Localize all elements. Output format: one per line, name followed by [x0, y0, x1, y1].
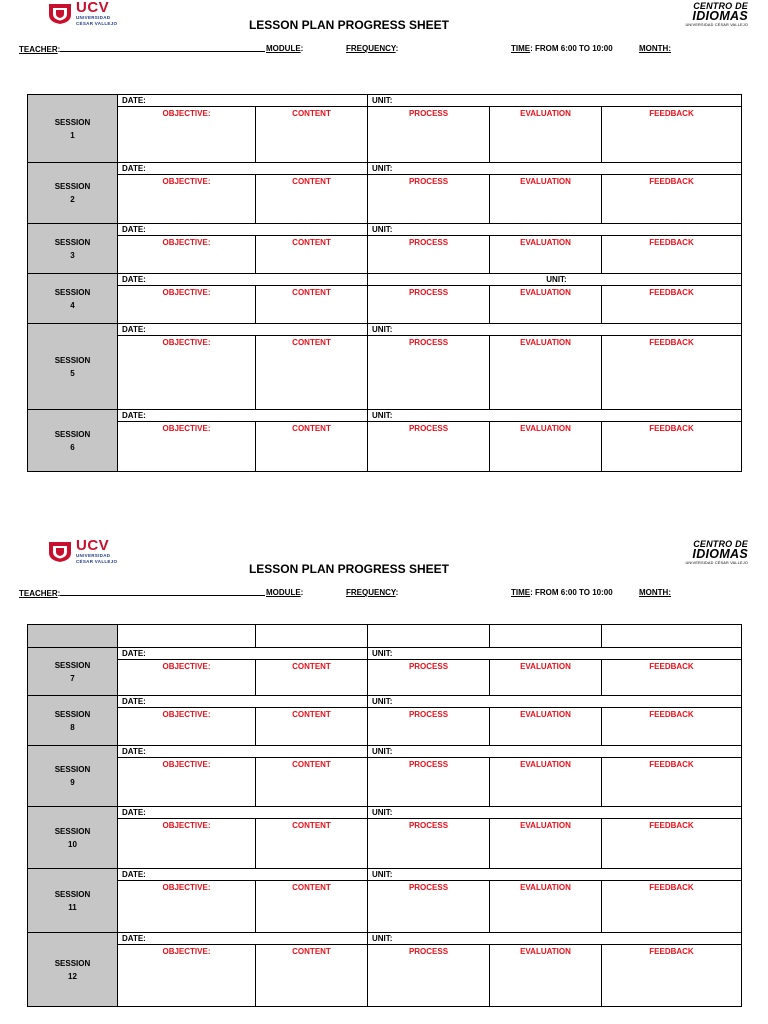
content-header: CONTENT: [292, 177, 331, 186]
session-cell: [28, 410, 118, 472]
time-field: [511, 44, 613, 53]
date-cell[interactable]: [118, 648, 368, 660]
time-value: : FROM 6:00 TO 10:00: [530, 588, 613, 597]
content-cell[interactable]: [256, 660, 368, 696]
content-cell[interactable]: [256, 708, 368, 746]
session-body-row: [28, 236, 742, 274]
process-header: PROCESS: [408, 424, 449, 433]
objective-header: OBJECTIVE:: [162, 238, 211, 247]
session-number: 5: [70, 368, 75, 378]
evaluation-header: EVALUATION: [520, 662, 571, 671]
session-body-row: [28, 819, 742, 869]
time-label: TIME: [511, 44, 531, 53]
logo-line: IDIOMAS: [692, 547, 748, 561]
unit-label: UNIT:: [372, 747, 393, 756]
session-number: 10: [68, 839, 77, 849]
session-cell: [28, 869, 118, 933]
session-header-row: [28, 746, 742, 758]
process-cell[interactable]: [368, 175, 490, 224]
evaluation-cell[interactable]: [490, 758, 602, 807]
evaluation-header: EVALUATION: [520, 288, 571, 297]
session-header-row: [28, 410, 742, 422]
session-label: SESSION: [54, 117, 91, 127]
objective-cell[interactable]: [118, 175, 256, 224]
month-label: MONTH:: [639, 588, 671, 597]
content-header: CONTENT: [292, 883, 331, 892]
session-number: 12: [68, 971, 77, 981]
objective-cell[interactable]: [118, 819, 256, 869]
date-label: DATE:: [122, 934, 146, 943]
content-cell[interactable]: [256, 881, 368, 933]
process-header: PROCESS: [408, 238, 449, 247]
feedback-header: FEEDBACK: [649, 710, 694, 719]
logo-line: CENTRO DE: [693, 1, 748, 11]
session-cell: [28, 224, 118, 274]
session-body-row: [28, 286, 742, 324]
feedback-cell[interactable]: [602, 660, 742, 696]
objective-header: OBJECTIVE:: [162, 710, 211, 719]
frequency-label: FREQUENCY: [346, 588, 396, 597]
session-table: [27, 624, 742, 1007]
feedback-header: FEEDBACK: [649, 288, 694, 297]
content-header: CONTENT: [292, 288, 331, 297]
blank-cell[interactable]: [118, 625, 256, 648]
blank-cell[interactable]: [368, 625, 490, 648]
process-header: PROCESS: [408, 760, 449, 769]
session-number: 3: [70, 250, 75, 260]
session-header-row: [28, 95, 742, 107]
session-label: SESSION: [54, 355, 91, 365]
session-header-row: [28, 324, 742, 336]
ucv-logo: [48, 538, 117, 564]
feedback-cell[interactable]: [602, 422, 742, 472]
content-header: CONTENT: [292, 238, 331, 247]
blank-cell[interactable]: [256, 625, 368, 648]
teacher-field[interactable]: TEACHER:: [19, 44, 265, 54]
session-cell: [28, 274, 118, 324]
session-number: 2: [70, 195, 75, 204]
evaluation-header: EVALUATION: [520, 710, 571, 719]
objective-header: OBJECTIVE:: [162, 821, 211, 830]
content-cell[interactable]: [256, 819, 368, 869]
logo-line: IDIOMAS: [692, 9, 748, 23]
date-cell[interactable]: [118, 746, 368, 758]
session-label: SESSION: [54, 889, 91, 899]
session-label: SESSION: [54, 660, 91, 670]
content-cell[interactable]: [256, 945, 368, 1007]
evaluation-header: EVALUATION: [520, 883, 571, 892]
content-header: CONTENT: [292, 821, 331, 830]
session-body-row: [28, 881, 742, 933]
session-label: SESSION: [54, 429, 91, 439]
unit-label: UNIT:: [372, 411, 393, 420]
unit-label: UNIT:: [546, 275, 567, 284]
time-label: TIME: [511, 588, 531, 597]
feedback-cell[interactable]: [602, 758, 742, 807]
month-field[interactable]: [639, 588, 671, 597]
page-title: LESSON PLAN PROGRESS SHEET: [248, 562, 450, 576]
sheet-1: [0, 0, 768, 510]
date-label: DATE:: [122, 225, 146, 234]
teacher-line[interactable]: [60, 588, 265, 596]
evaluation-cell[interactable]: [490, 819, 602, 869]
feedback-cell[interactable]: [602, 286, 742, 324]
process-header: PROCESS: [408, 883, 449, 892]
feedback-header: FEEDBACK: [649, 947, 694, 956]
sheet-2: [0, 538, 768, 1024]
unit-label: UNIT:: [372, 649, 393, 658]
feedback-header: FEEDBACK: [649, 821, 694, 830]
module-label: MODULE: [266, 588, 301, 597]
logo-mark: UCV: [76, 0, 110, 16]
teacher-label: TEACHER: [19, 45, 58, 54]
unit-cell[interactable]: [368, 274, 742, 286]
date-cell[interactable]: [118, 95, 368, 107]
objective-header: OBJECTIVE:: [162, 424, 211, 433]
session-table: [27, 94, 742, 472]
module-label: MODULE: [266, 44, 301, 53]
evaluation-cell[interactable]: [490, 107, 602, 163]
objective-header: OBJECTIVE:: [162, 288, 211, 297]
process-cell[interactable]: [368, 107, 490, 163]
logo-subtitle: UNIVERSIDAD: [76, 15, 111, 20]
blank-cell[interactable]: [602, 625, 742, 648]
session-label: SESSION: [54, 958, 91, 968]
objective-header: OBJECTIVE:: [162, 109, 211, 118]
teacher-label: TEACHER: [19, 589, 58, 598]
process-cell[interactable]: [368, 819, 490, 869]
objective-cell[interactable]: [118, 107, 256, 163]
session-header-row: [28, 163, 742, 175]
module-field[interactable]: MODULE:: [266, 44, 304, 53]
session-body-row: [28, 758, 742, 807]
feedback-header: FEEDBACK: [649, 238, 694, 247]
frequency-field[interactable]: FREQUENCY:: [346, 588, 399, 597]
feedback-header: FEEDBACK: [649, 177, 694, 186]
date-cell[interactable]: [118, 274, 368, 286]
session-number: 6: [70, 442, 75, 452]
date-label: DATE:: [122, 96, 146, 105]
session-label: SESSION: [54, 826, 91, 836]
session-number: 4: [70, 300, 75, 310]
session-header-row: [28, 933, 742, 945]
evaluation-cell[interactable]: [490, 286, 602, 324]
session-header-row: [28, 274, 742, 286]
content-header: CONTENT: [292, 760, 331, 769]
feedback-header: FEEDBACK: [649, 424, 694, 433]
unit-label: UNIT:: [372, 325, 393, 334]
date-cell[interactable]: [118, 696, 368, 708]
feedback-cell[interactable]: [602, 819, 742, 869]
logo-subtitle: CÉSAR VALLEJO: [76, 558, 118, 564]
session-cell: [28, 746, 118, 807]
unit-cell[interactable]: [368, 224, 742, 236]
session-cell: [28, 648, 118, 696]
feedback-cell[interactable]: [602, 107, 742, 163]
date-label: DATE:: [122, 164, 146, 173]
evaluation-header: EVALUATION: [520, 424, 571, 433]
date-label: DATE:: [122, 325, 146, 334]
feedback-header: FEEDBACK: [649, 883, 694, 892]
logo-line: UNIVERSIDAD CÉSAR VALLEJO: [685, 22, 748, 27]
date-cell[interactable]: [118, 324, 368, 336]
process-header: PROCESS: [408, 710, 449, 719]
content-header: CONTENT: [292, 109, 331, 118]
objective-header: OBJECTIVE:: [162, 947, 211, 956]
session-header-row: [28, 224, 742, 236]
feedback-header: FEEDBACK: [649, 760, 694, 769]
content-cell[interactable]: [256, 175, 368, 224]
unit-cell[interactable]: [368, 648, 742, 660]
process-cell[interactable]: [368, 236, 490, 274]
evaluation-cell[interactable]: [490, 175, 602, 224]
date-cell[interactable]: [118, 410, 368, 422]
feedback-cell[interactable]: [602, 881, 742, 933]
session-label: SESSION: [54, 709, 91, 719]
date-label: DATE:: [122, 697, 146, 706]
session-number: 11: [68, 902, 77, 912]
objective-header: OBJECTIVE:: [162, 177, 211, 186]
feedback-cell[interactable]: [602, 945, 742, 1007]
evaluation-header: EVALUATION: [520, 109, 571, 118]
month-field[interactable]: [639, 44, 671, 53]
process-cell[interactable]: [368, 758, 490, 807]
process-header: PROCESS: [408, 288, 449, 297]
time-field: [511, 588, 613, 597]
objective-header: OBJECTIVE:: [162, 338, 211, 347]
unit-label: UNIT:: [372, 225, 393, 234]
objective-cell[interactable]: [118, 286, 256, 324]
date-label: DATE:: [122, 411, 146, 420]
date-cell[interactable]: [118, 807, 368, 819]
process-header: PROCESS: [408, 109, 449, 118]
evaluation-cell[interactable]: [490, 881, 602, 933]
unit-cell[interactable]: [368, 746, 742, 758]
process-cell[interactable]: [368, 286, 490, 324]
session-number: 8: [70, 722, 75, 732]
date-label: DATE:: [122, 870, 146, 879]
session-body-row: [28, 708, 742, 746]
logo-subtitle: UNIVERSIDAD: [76, 553, 111, 558]
session-cell: [28, 324, 118, 410]
session-cell: [28, 696, 118, 746]
month-label: MONTH:: [639, 44, 671, 53]
objective-header: OBJECTIVE:: [162, 883, 211, 892]
objective-cell[interactable]: [118, 758, 256, 807]
unit-label: UNIT:: [372, 808, 393, 817]
unit-cell[interactable]: [368, 163, 742, 175]
content-cell[interactable]: [256, 758, 368, 807]
session-header-row: [28, 807, 742, 819]
content-header: CONTENT: [292, 424, 331, 433]
teacher-line[interactable]: [60, 44, 265, 52]
feedback-header: FEEDBACK: [649, 662, 694, 671]
objective-cell[interactable]: [118, 336, 256, 410]
process-header: PROCESS: [408, 662, 449, 671]
unit-cell[interactable]: [368, 410, 742, 422]
process-cell[interactable]: [368, 336, 490, 410]
unit-cell[interactable]: [368, 933, 742, 945]
content-cell[interactable]: [256, 336, 368, 410]
content-header: CONTENT: [292, 662, 331, 671]
logo-line: CENTRO DE: [693, 539, 748, 549]
objective-cell[interactable]: [118, 236, 256, 274]
session-cell: [28, 95, 118, 163]
evaluation-header: EVALUATION: [520, 821, 571, 830]
process-cell[interactable]: [368, 708, 490, 746]
session-label: SESSION: [54, 765, 91, 774]
time-value: : FROM 6:00 TO 10:00: [530, 44, 613, 53]
unit-label: UNIT:: [372, 870, 393, 879]
process-header: PROCESS: [408, 338, 449, 347]
date-label: DATE:: [122, 747, 146, 756]
session-label: SESSION: [54, 182, 91, 191]
date-cell[interactable]: [118, 163, 368, 175]
content-cell[interactable]: [256, 107, 368, 163]
session-cell: [28, 807, 118, 869]
date-label: DATE:: [122, 275, 146, 284]
logo-mark: UCV: [76, 537, 110, 554]
session-label: SESSION: [54, 287, 91, 297]
evaluation-header: EVALUATION: [520, 238, 571, 247]
teacher-field[interactable]: TEACHER:: [19, 588, 265, 598]
evaluation-header: EVALUATION: [520, 947, 571, 956]
objective-cell[interactable]: [118, 708, 256, 746]
process-cell[interactable]: [368, 422, 490, 472]
feedback-cell[interactable]: [602, 236, 742, 274]
evaluation-header: EVALUATION: [520, 338, 571, 347]
unit-cell[interactable]: [368, 869, 742, 881]
content-header: CONTENT: [292, 338, 331, 347]
session-label: SESSION: [54, 237, 91, 247]
content-header: CONTENT: [292, 947, 331, 956]
process-header: PROCESS: [408, 947, 449, 956]
content-cell[interactable]: [256, 422, 368, 472]
process-cell[interactable]: [368, 945, 490, 1007]
unit-label: UNIT:: [372, 934, 393, 943]
evaluation-cell[interactable]: [490, 336, 602, 410]
session-header-row: [28, 648, 742, 660]
module-field[interactable]: MODULE:: [266, 588, 304, 597]
content-cell[interactable]: [256, 236, 368, 274]
process-header: PROCESS: [408, 177, 449, 186]
objective-cell[interactable]: [118, 422, 256, 472]
date-label: DATE:: [122, 808, 146, 817]
unit-label: UNIT:: [372, 164, 393, 173]
session-body-row: [28, 945, 742, 1007]
content-header: CONTENT: [292, 710, 331, 719]
unit-cell[interactable]: [368, 696, 742, 708]
session-body-row: [28, 175, 742, 224]
evaluation-cell[interactable]: [490, 945, 602, 1007]
evaluation-header: EVALUATION: [520, 177, 571, 186]
session-body-row: [28, 336, 742, 410]
session-number: 1: [70, 130, 75, 140]
objective-cell[interactable]: [118, 660, 256, 696]
blank-row: [28, 625, 742, 648]
blank-cell[interactable]: [490, 625, 602, 648]
evaluation-cell[interactable]: [490, 660, 602, 696]
feedback-header: FEEDBACK: [649, 338, 694, 347]
frequency-field[interactable]: FREQUENCY:: [346, 44, 399, 53]
evaluation-cell[interactable]: [490, 236, 602, 274]
unit-cell[interactable]: [368, 324, 742, 336]
feedback-header: FEEDBACK: [649, 109, 694, 118]
unit-label: UNIT:: [372, 697, 393, 706]
unit-label: UNIT:: [372, 96, 393, 105]
content-cell[interactable]: [256, 286, 368, 324]
session-number: 9: [70, 778, 75, 787]
logo-line: UNIVERSIDAD CÉSAR VALLEJO: [685, 560, 748, 565]
date-cell[interactable]: [118, 933, 368, 945]
unit-cell[interactable]: [368, 807, 742, 819]
date-cell[interactable]: [118, 869, 368, 881]
page-title: LESSON PLAN PROGRESS SHEET: [248, 18, 450, 32]
ucv-shield-icon: [48, 539, 72, 563]
blank-session-cell: [28, 625, 118, 648]
date-cell[interactable]: [118, 224, 368, 236]
session-cell: [28, 163, 118, 224]
session-header-row: [28, 869, 742, 881]
session-body-row: [28, 422, 742, 472]
process-cell[interactable]: [368, 881, 490, 933]
session-header-row: [28, 696, 742, 708]
session-body-row: [28, 660, 742, 696]
session-number: 7: [70, 673, 75, 683]
process-cell[interactable]: [368, 660, 490, 696]
evaluation-cell[interactable]: [490, 422, 602, 472]
objective-cell[interactable]: [118, 945, 256, 1007]
feedback-cell[interactable]: [602, 708, 742, 746]
process-header: PROCESS: [408, 821, 449, 830]
feedback-cell[interactable]: [602, 175, 742, 224]
objective-header: OBJECTIVE:: [162, 760, 211, 769]
frequency-label: FREQUENCY: [346, 44, 396, 53]
date-label: DATE:: [122, 649, 146, 658]
session-body-row: [28, 107, 742, 163]
logo-subtitle: CÉSAR VALLEJO: [76, 20, 118, 26]
objective-header: OBJECTIVE:: [162, 662, 211, 671]
unit-cell[interactable]: [368, 95, 742, 107]
evaluation-cell[interactable]: [490, 708, 602, 746]
evaluation-header: EVALUATION: [520, 760, 571, 769]
feedback-cell[interactable]: [602, 336, 742, 410]
session-cell: [28, 933, 118, 1007]
objective-cell[interactable]: [118, 881, 256, 933]
